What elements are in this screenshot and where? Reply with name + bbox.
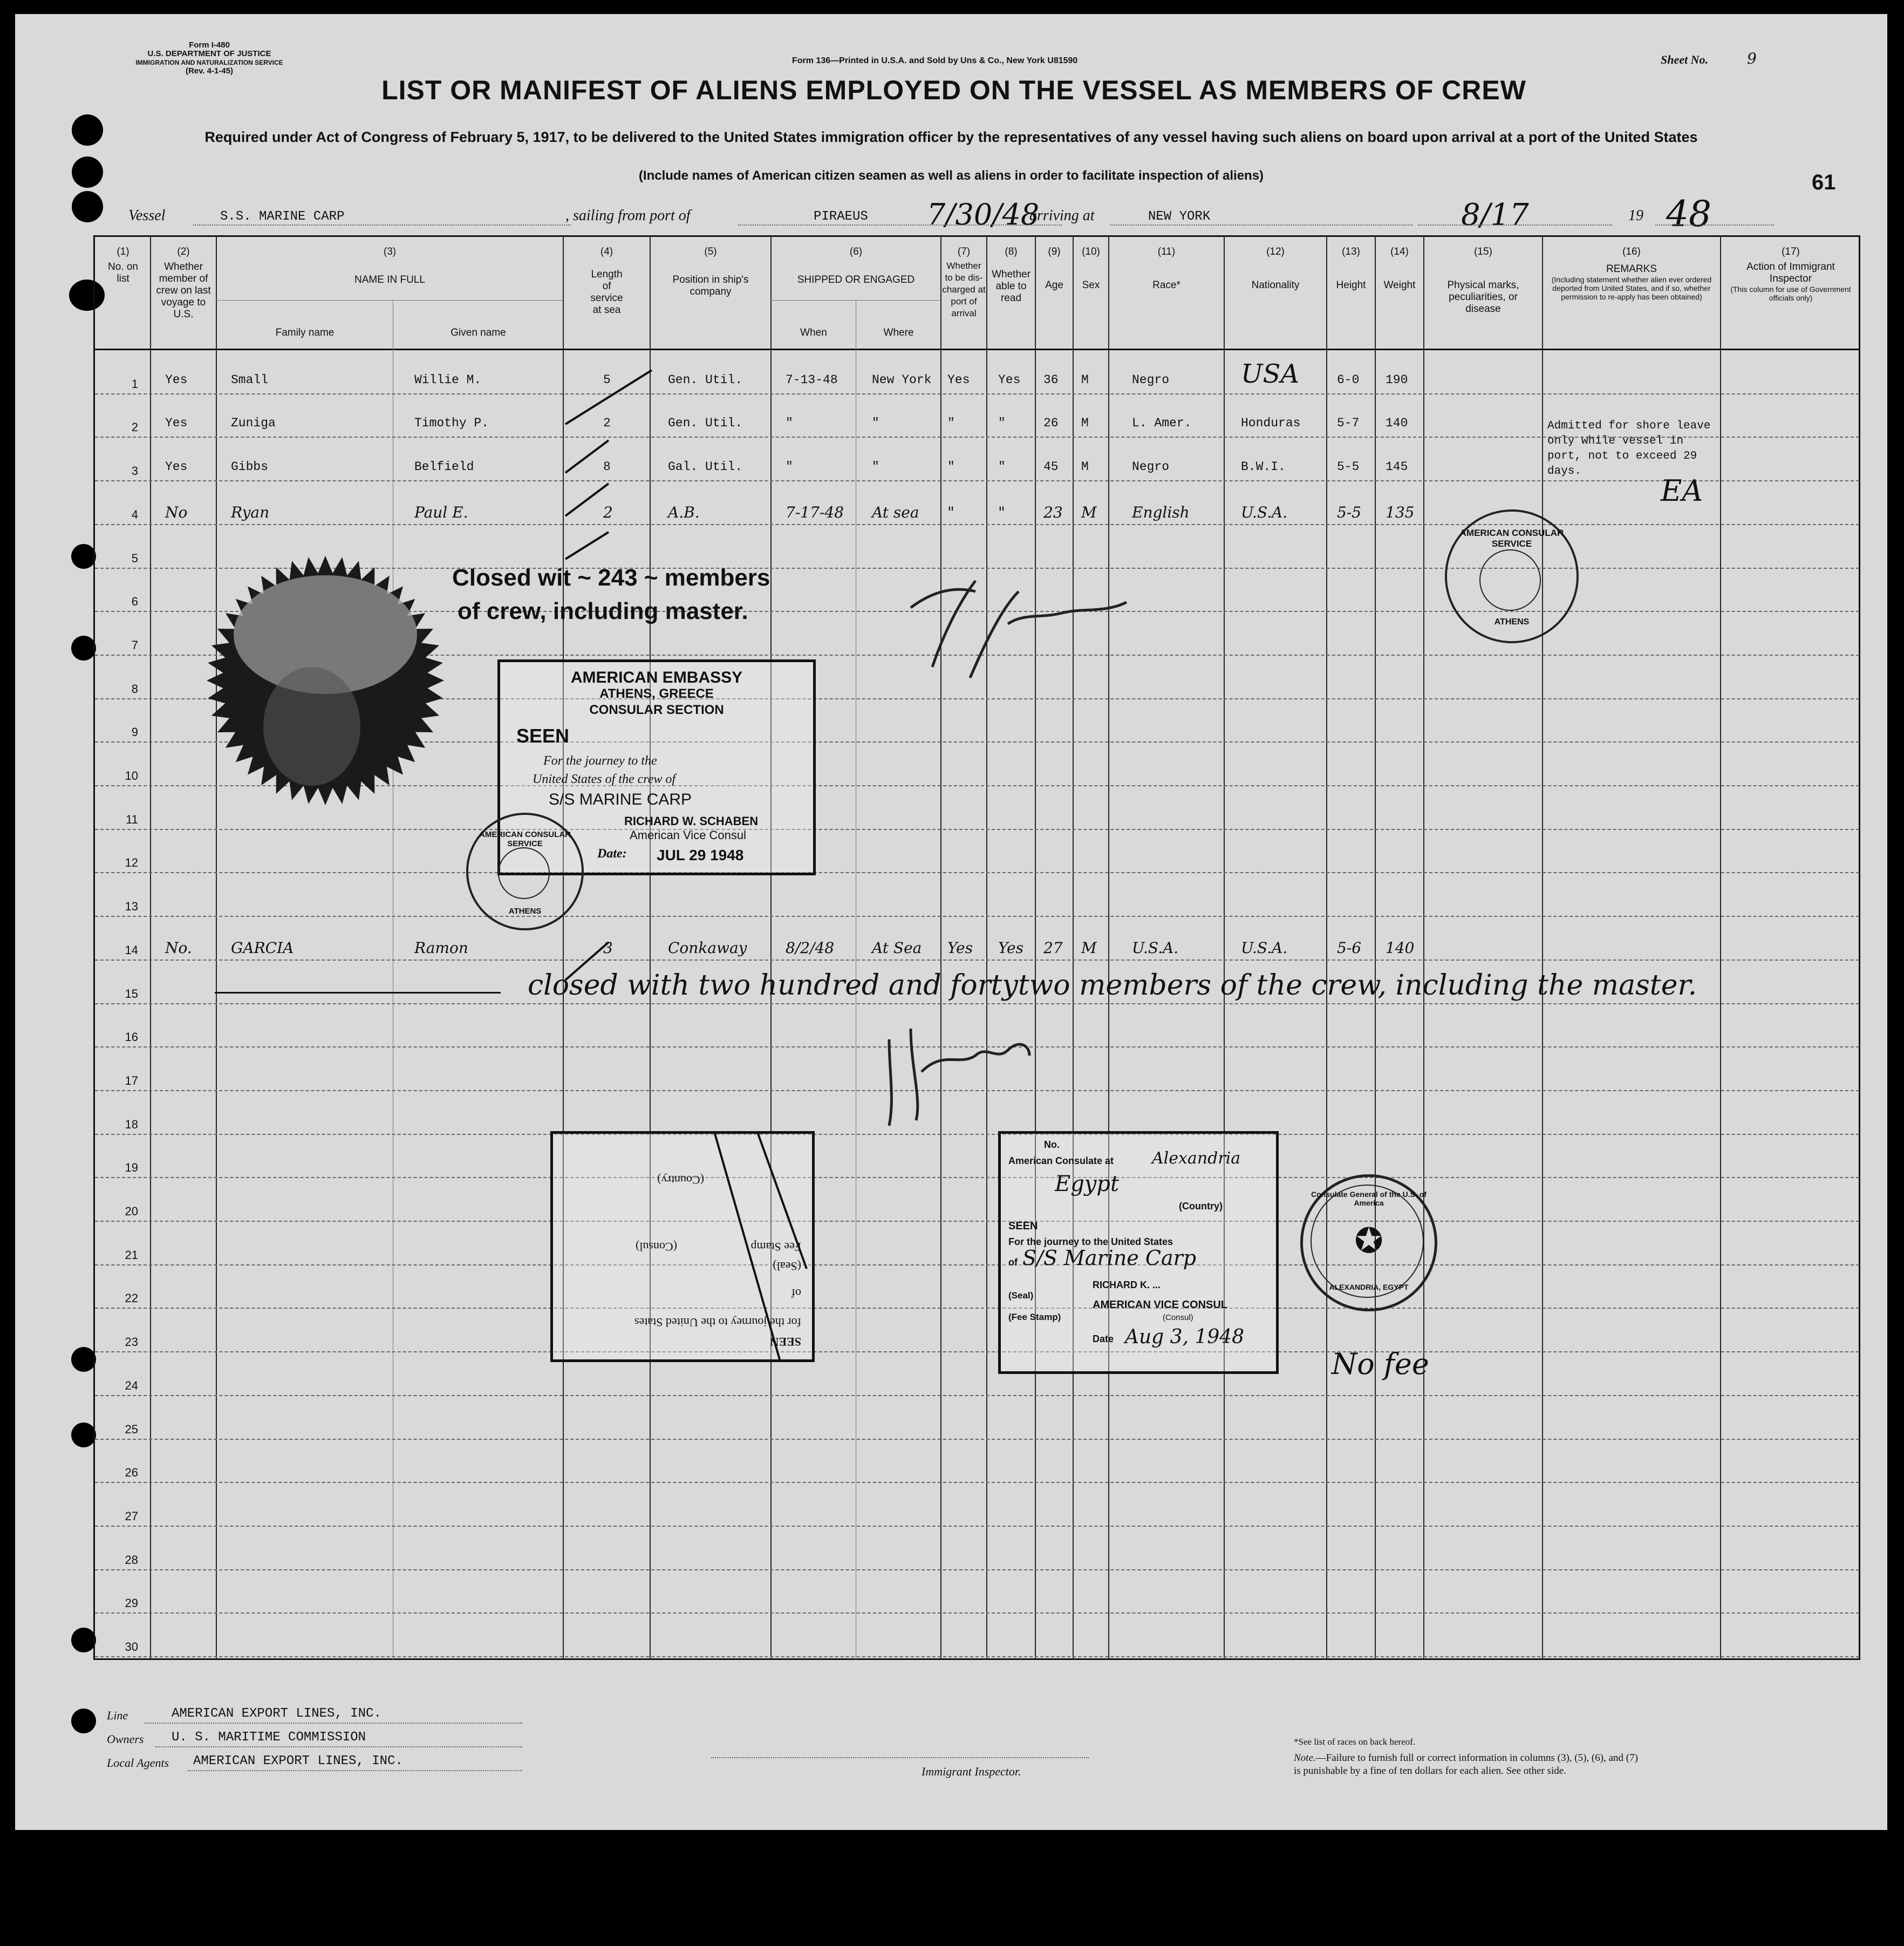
col-num: (17) bbox=[1782, 246, 1800, 257]
signature-scribble bbox=[900, 559, 1202, 683]
row-number: 22 bbox=[125, 1291, 138, 1305]
cell-when: 7-13-48 bbox=[786, 372, 838, 387]
cell-service: 5 bbox=[603, 372, 611, 387]
closed-handwritten: closed with two hundred and fortytwo members of the crew, including the master. bbox=[528, 969, 1697, 1002]
stamp-consul-name: RICHARD K. ... bbox=[1093, 1280, 1161, 1290]
cell-when: 7-17-48 bbox=[786, 503, 844, 521]
cell-weight: 140 bbox=[1386, 938, 1415, 957]
footer-agents: AMERICAN EXPORT LINES, INC. bbox=[193, 1754, 403, 1768]
col-label: Whether able to read bbox=[992, 269, 1031, 304]
col-label: Nationality bbox=[1251, 280, 1300, 291]
cell-family: GARCIA bbox=[231, 938, 294, 957]
cell-height: 6-0 bbox=[1337, 372, 1360, 387]
col-label: Whether member of crew on last voyage to U.S. bbox=[156, 261, 211, 320]
cell-service: 2 bbox=[603, 416, 611, 431]
sailing-date: 7/30/48 bbox=[927, 198, 1040, 232]
stamp-line: AMERICAN EMBASSY bbox=[570, 669, 743, 686]
cell-sex: M bbox=[1081, 938, 1097, 957]
row-number: 18 bbox=[125, 1118, 138, 1131]
cell-when: " bbox=[786, 460, 793, 474]
punch-hole bbox=[72, 157, 103, 188]
year-prefix: 19 bbox=[1628, 207, 1643, 224]
cell-discharged: Yes bbox=[947, 938, 973, 957]
cell-position: Gen. Util. bbox=[668, 372, 743, 387]
footer-agents-label: Local Agents bbox=[107, 1756, 169, 1770]
seal-city: ATHENS bbox=[1494, 617, 1530, 627]
col-num: (8) bbox=[1005, 246, 1018, 257]
cell-nationality: U.S.A. bbox=[1241, 938, 1288, 957]
check-mark bbox=[565, 532, 609, 559]
sheet-label: Sheet No. bbox=[1661, 53, 1708, 66]
embossed-seal bbox=[204, 554, 447, 807]
row-number: 19 bbox=[125, 1161, 138, 1174]
cell-nationality: USA bbox=[1241, 358, 1299, 389]
col-label: Length of service at sea bbox=[590, 269, 623, 316]
cell-where: " bbox=[872, 416, 879, 431]
no-fee-note: No fee bbox=[1332, 1347, 1429, 1381]
arrival-date: 8/17 bbox=[1461, 198, 1529, 233]
stamp-line: for the journey to the United States bbox=[634, 1316, 801, 1329]
stamp-for-line1: For the journey to the bbox=[543, 754, 657, 768]
col-num: (2) bbox=[177, 246, 190, 257]
cell-when: " bbox=[786, 416, 793, 431]
cell-where: At sea bbox=[872, 503, 919, 521]
cell-read: " bbox=[998, 503, 1005, 521]
check-mark bbox=[565, 440, 609, 473]
punch-hole bbox=[71, 1628, 96, 1652]
remark-shore-leave: Admitted for shore leave only while vessel in port, not to exceed 29 days. bbox=[1547, 420, 1711, 478]
seal-inner bbox=[498, 847, 550, 899]
year-suffix: 48 bbox=[1666, 193, 1711, 235]
cell-service: 8 bbox=[603, 460, 611, 474]
row-rule bbox=[95, 1264, 1859, 1265]
cell-read: Yes bbox=[998, 372, 1021, 387]
revision: (Rev. 4-1-45) bbox=[185, 66, 234, 76]
stamp-line: (Seal) bbox=[773, 1260, 801, 1273]
stamp-consul-name: RICHARD W. SCHABEN bbox=[624, 814, 759, 828]
footer-inspector: Immigrant Inspector. bbox=[922, 1765, 1021, 1778]
cell-given: Paul E. bbox=[414, 503, 468, 521]
voyage-line bbox=[15, 193, 1887, 235]
cell-last: Yes bbox=[165, 372, 188, 387]
remark-initials: EA bbox=[1661, 474, 1703, 508]
row-rule bbox=[95, 960, 1859, 961]
row-number: 6 bbox=[131, 595, 138, 608]
stamp-consulate: American Consulate at bbox=[1008, 1155, 1114, 1166]
col-label: Sex bbox=[1082, 280, 1100, 291]
row-rule bbox=[95, 480, 1859, 481]
stamp-line: Fee Stamp bbox=[750, 1240, 801, 1254]
row-rule bbox=[95, 1177, 1859, 1178]
col-label: Whether to be dis-charged at port of arrival bbox=[942, 261, 986, 318]
punch-hole bbox=[71, 1347, 96, 1372]
check-marks bbox=[555, 359, 663, 1007]
arrival-port: NEW YORK bbox=[1148, 209, 1211, 224]
cell-race: English bbox=[1132, 503, 1190, 521]
row-number: 13 bbox=[125, 900, 138, 913]
col-label: Physical marks, peculiarities, or disease bbox=[1447, 280, 1519, 315]
cell-weight: 190 bbox=[1386, 372, 1408, 387]
stamp-line: (Consul) bbox=[636, 1240, 677, 1254]
punch-hole bbox=[71, 636, 96, 661]
department: U.S. DEPARTMENT OF JUSTICE bbox=[147, 49, 271, 58]
cell-discharged: " bbox=[947, 416, 955, 431]
cell-nationality: B.W.I. bbox=[1241, 460, 1286, 474]
form-id-block bbox=[128, 41, 290, 76]
cell-where: " bbox=[872, 460, 879, 474]
punch-hole bbox=[71, 544, 96, 569]
page-subtitle: Required under Act of Congress of February 5, 1917, to be delivered to the United States immigration officer by the representatives of any vessel having such aliens on board upon arrival at a port of the United States bbox=[204, 129, 1698, 145]
sailing-port: PIRAEUS bbox=[814, 209, 868, 224]
footer-line-label: Line bbox=[107, 1709, 128, 1722]
row-number: 20 bbox=[125, 1205, 138, 1218]
cell-sex: M bbox=[1081, 460, 1089, 474]
row-number: 16 bbox=[125, 1030, 138, 1044]
col-note: (This column for use of Government officials only) bbox=[1730, 285, 1851, 302]
seal-city: ATHENS bbox=[508, 907, 542, 916]
row-rule bbox=[95, 524, 1859, 525]
col-num: (12) bbox=[1266, 246, 1285, 257]
stamp-consul-title2: (Consul) bbox=[1163, 1313, 1193, 1322]
cell-sex: M bbox=[1081, 503, 1097, 521]
cell-weight: 145 bbox=[1386, 460, 1408, 474]
printer-line: Form 136—Printed in U.S.A. and Sold by Uns & Co., New York U81590 bbox=[792, 56, 1078, 65]
page-note: (Include names of American citizen seamen as well as aliens in order to facilitate inspection of aliens) bbox=[638, 168, 1264, 183]
stamp-vessel: S/S Marine Carp bbox=[1022, 1246, 1197, 1270]
cell-service: 3 bbox=[603, 938, 613, 957]
col-num: (15) bbox=[1474, 246, 1492, 257]
cell-read: Yes bbox=[998, 938, 1023, 957]
cell-read: " bbox=[998, 416, 1006, 431]
punch-hole bbox=[71, 1709, 96, 1733]
vessel-label: Vessel bbox=[128, 207, 166, 224]
row-number: 8 bbox=[131, 682, 138, 696]
sailing-label: , sailing from port of bbox=[565, 207, 691, 224]
footer-note-text: —Failure to furnish full or correct information in columns (3), (5), (6), and (7) is punishable by a fine of ten dollars for each alien. See other side. bbox=[1294, 1752, 1638, 1777]
stamp-for-line2: United States of the crew of bbox=[533, 772, 676, 786]
seal-inner bbox=[1479, 549, 1541, 611]
row-rule bbox=[95, 1351, 1859, 1352]
row-number: 4 bbox=[131, 508, 138, 521]
row-number: 21 bbox=[125, 1248, 138, 1262]
stamp-consul-title: American Vice Consul bbox=[630, 828, 747, 842]
row-rule bbox=[95, 1569, 1859, 1570]
cell-last: Yes bbox=[165, 460, 188, 474]
row-rule bbox=[95, 1526, 1859, 1527]
cell-race: Negro bbox=[1132, 460, 1170, 474]
col-label: NAME IN FULL bbox=[354, 274, 425, 285]
cell-given: Willie M. bbox=[414, 372, 482, 387]
row-rule bbox=[95, 916, 1859, 917]
row-rule bbox=[95, 1308, 1859, 1309]
cell-family: Gibbs bbox=[231, 460, 269, 474]
row-rule bbox=[95, 1395, 1859, 1396]
row-rule bbox=[95, 393, 1859, 394]
col-num: (16) bbox=[1622, 246, 1641, 257]
cell-height: 5-6 bbox=[1337, 938, 1362, 957]
punch-hole bbox=[72, 114, 103, 146]
cell-weight: 135 bbox=[1386, 503, 1415, 521]
col-label: Age bbox=[1045, 280, 1063, 291]
col-sub-family: Family name bbox=[275, 327, 335, 338]
cell-last: No. bbox=[165, 938, 192, 957]
row-number: 3 bbox=[131, 464, 138, 478]
col-num: (9) bbox=[1048, 246, 1061, 257]
cell-last: No bbox=[165, 503, 188, 521]
cell-sex: M bbox=[1081, 416, 1089, 431]
cell-height: 5-7 bbox=[1337, 416, 1360, 431]
alexandria-stamp bbox=[998, 1131, 1279, 1374]
seal-text: AMERICAN CONSULAR SERVICE bbox=[1459, 528, 1564, 549]
row-rule bbox=[95, 1003, 1859, 1004]
page-title: LIST OR MANIFEST OF ALIENS EMPLOYED ON THE VESSEL AS MEMBERS OF CREW bbox=[381, 75, 1526, 105]
stamp-date-label: Date: bbox=[597, 847, 627, 861]
col-num: (4) bbox=[600, 246, 613, 257]
cell-service: 2 bbox=[603, 503, 613, 521]
col-label: Race* bbox=[1152, 280, 1180, 291]
col-num: (3) bbox=[383, 246, 397, 257]
form-id: Form I-480 bbox=[189, 40, 230, 50]
cell-race: Negro bbox=[1132, 372, 1170, 387]
cell-sex: M bbox=[1081, 372, 1089, 387]
row-number: 23 bbox=[125, 1335, 138, 1349]
cell-read: " bbox=[998, 460, 1006, 474]
col-sub-where: Where bbox=[883, 327, 914, 338]
col-num: (1) bbox=[117, 246, 129, 257]
cell-discharged: Yes bbox=[947, 372, 970, 387]
sheet-number: 9 bbox=[1747, 50, 1757, 67]
cell-position: A.B. bbox=[668, 503, 700, 521]
stamp-vessel: S/S MARINE CARP bbox=[549, 791, 692, 808]
stamp-line: SEEN bbox=[770, 1335, 801, 1349]
row-number: 17 bbox=[125, 1074, 138, 1087]
punch-hole bbox=[71, 1423, 96, 1447]
stamp-line: of bbox=[791, 1287, 801, 1300]
arriving-label: arriving at bbox=[1029, 207, 1095, 224]
col-label: Height bbox=[1336, 280, 1366, 291]
page-number: 61 bbox=[1812, 171, 1836, 194]
row-rule bbox=[95, 872, 1859, 873]
stamp-fee: (Fee Stamp) bbox=[1008, 1312, 1061, 1322]
row-number: 12 bbox=[125, 856, 138, 869]
row-number: 30 bbox=[125, 1640, 138, 1654]
col-label: REMARKS bbox=[1606, 263, 1657, 275]
cell-position: Gen. Util. bbox=[668, 416, 743, 431]
signature-scribble bbox=[868, 1007, 1040, 1131]
footer-owners-label: Owners bbox=[107, 1732, 144, 1746]
cell-nationality: U.S.A. bbox=[1241, 503, 1288, 521]
cell-last: Yes bbox=[165, 416, 188, 431]
inverted-stamp bbox=[550, 1131, 815, 1362]
cell-age: 23 bbox=[1043, 503, 1063, 521]
seal-city: ALEXANDRIA, EGYPT bbox=[1329, 1283, 1409, 1291]
row-number: 10 bbox=[125, 769, 138, 783]
row-number: 28 bbox=[125, 1553, 138, 1567]
col-sub-when: When bbox=[800, 327, 827, 338]
cell-height: 5-5 bbox=[1337, 503, 1362, 521]
cell-position: Gal. Util. bbox=[668, 460, 743, 474]
col-num: (13) bbox=[1342, 246, 1360, 257]
cell-age: 36 bbox=[1043, 372, 1059, 387]
check-mark bbox=[565, 370, 652, 424]
stamp-date-label: Date bbox=[1093, 1333, 1114, 1344]
cell-family: Zuniga bbox=[231, 416, 276, 431]
stamp-seal: (Seal) bbox=[1008, 1290, 1034, 1301]
cell-weight: 140 bbox=[1386, 416, 1408, 431]
footer-line: AMERICAN EXPORT LINES, INC. bbox=[172, 1706, 381, 1721]
row-rule bbox=[95, 1482, 1859, 1483]
cell-height: 5-5 bbox=[1337, 460, 1360, 474]
row-number: 2 bbox=[131, 420, 138, 434]
cell-nationality: Honduras bbox=[1241, 416, 1301, 431]
col-label: Weight bbox=[1383, 280, 1416, 291]
alexandria-seal bbox=[1300, 1174, 1437, 1311]
row-rule bbox=[95, 1439, 1859, 1440]
row-number: 27 bbox=[125, 1509, 138, 1523]
row-rule bbox=[95, 1221, 1859, 1222]
stamp-seen: SEEN bbox=[1008, 1220, 1038, 1232]
stamp-no: No. bbox=[1044, 1139, 1060, 1150]
stamp-country-label: (Country) bbox=[1179, 1201, 1223, 1212]
row-rule bbox=[95, 1656, 1859, 1657]
col-label: SHIPPED OR ENGAGED bbox=[797, 274, 915, 285]
col-label: Action of Immigrant Inspector bbox=[1746, 261, 1835, 284]
stamp-line: ATHENS, GREECE bbox=[599, 686, 714, 701]
eagle-icon: ✪ bbox=[1354, 1222, 1383, 1260]
vessel-name: S.S. MARINE CARP bbox=[220, 209, 345, 224]
row-number: 26 bbox=[125, 1466, 138, 1479]
footer-note-label: Note. bbox=[1294, 1752, 1316, 1764]
seal-text: AMERICAN CONSULAR SERVICE bbox=[479, 830, 571, 848]
cell-given: Ramon bbox=[414, 938, 468, 957]
row-number: 11 bbox=[126, 813, 138, 826]
stamp-date: JUL 29 1948 bbox=[657, 847, 744, 863]
row-number: 15 bbox=[125, 987, 138, 1001]
cell-family: Small bbox=[231, 372, 269, 387]
row-rule bbox=[95, 829, 1859, 830]
row-number: 24 bbox=[125, 1379, 138, 1392]
cell-given: Timothy P. bbox=[414, 416, 489, 431]
col-note: (Including statement whether alien ever ordered deported from United States, and if so, whether permission to re-apply has been obtained) bbox=[1551, 275, 1712, 301]
row-number: 5 bbox=[131, 552, 138, 565]
footer-races-note: *See list of races on back hereof. bbox=[1294, 1737, 1416, 1747]
row-number: 25 bbox=[125, 1423, 138, 1436]
col-num: (11) bbox=[1157, 246, 1176, 257]
col-num: (6) bbox=[849, 246, 863, 257]
stamp-line: CONSULAR SECTION bbox=[589, 703, 724, 717]
stamp-line: (Country) bbox=[657, 1173, 704, 1187]
stamp-city: Alexandria bbox=[1152, 1149, 1241, 1168]
stamp-date: Aug 3, 1948 bbox=[1125, 1326, 1245, 1348]
athens-seal-remarks bbox=[1445, 509, 1579, 643]
service: IMMIGRATION AND NATURALIZATION SERVICE bbox=[135, 59, 283, 66]
cell-age: 27 bbox=[1043, 938, 1063, 957]
stamp-country-hand: Egypt bbox=[1055, 1172, 1120, 1196]
footer-note bbox=[1294, 1752, 1639, 1778]
cell-race: U.S.A. bbox=[1132, 938, 1179, 957]
row-number: 7 bbox=[131, 638, 138, 652]
col-num: (7) bbox=[957, 246, 971, 257]
row-rule bbox=[95, 1134, 1859, 1135]
manifest-sheet bbox=[15, 14, 1887, 1830]
cell-position: Conkaway bbox=[668, 938, 747, 957]
stamp-for: For the journey to the United States bbox=[1008, 1236, 1173, 1247]
col-label: Position in ship's company bbox=[672, 274, 749, 297]
cell-discharged: " bbox=[947, 503, 954, 521]
check-mark bbox=[565, 942, 609, 980]
stamp-seen: SEEN bbox=[516, 725, 570, 747]
cell-where: New York bbox=[872, 372, 932, 387]
col-sub-given: Given name bbox=[451, 327, 506, 338]
row-number: 1 bbox=[131, 377, 138, 391]
stamp-consul-title: AMERICAN VICE CONSUL bbox=[1093, 1299, 1228, 1311]
row-number: 29 bbox=[125, 1596, 138, 1610]
cancel-strokes bbox=[553, 1134, 812, 1359]
cell-when: 8/2/48 bbox=[786, 938, 835, 957]
row-rule bbox=[95, 1612, 1859, 1614]
cell-family: Ryan bbox=[231, 503, 270, 521]
cell-given: Belfield bbox=[414, 460, 474, 474]
footer-owners: U. S. MARITIME COMMISSION bbox=[172, 1730, 366, 1745]
col-label: No. on list bbox=[108, 261, 138, 284]
check-mark bbox=[565, 484, 609, 516]
cell-discharged: " bbox=[947, 460, 955, 474]
seal-text: Consulate General of the U.S. of America bbox=[1311, 1190, 1427, 1207]
col-num: (10) bbox=[1082, 246, 1100, 257]
cell-where: At Sea bbox=[872, 938, 922, 957]
cell-race: L. Amer. bbox=[1132, 416, 1192, 431]
closed-note-line2: of crew, including master. bbox=[458, 598, 748, 624]
stamp-of: of bbox=[1008, 1257, 1018, 1268]
cell-age: 26 bbox=[1043, 416, 1059, 431]
closed-note-line1: Closed wit ~ 243 ~ members bbox=[452, 564, 770, 591]
cell-age: 45 bbox=[1043, 460, 1059, 474]
row-number: 9 bbox=[131, 725, 138, 739]
col-num: (14) bbox=[1390, 246, 1409, 257]
row-number: 14 bbox=[125, 943, 138, 957]
col-num: (5) bbox=[704, 246, 717, 257]
